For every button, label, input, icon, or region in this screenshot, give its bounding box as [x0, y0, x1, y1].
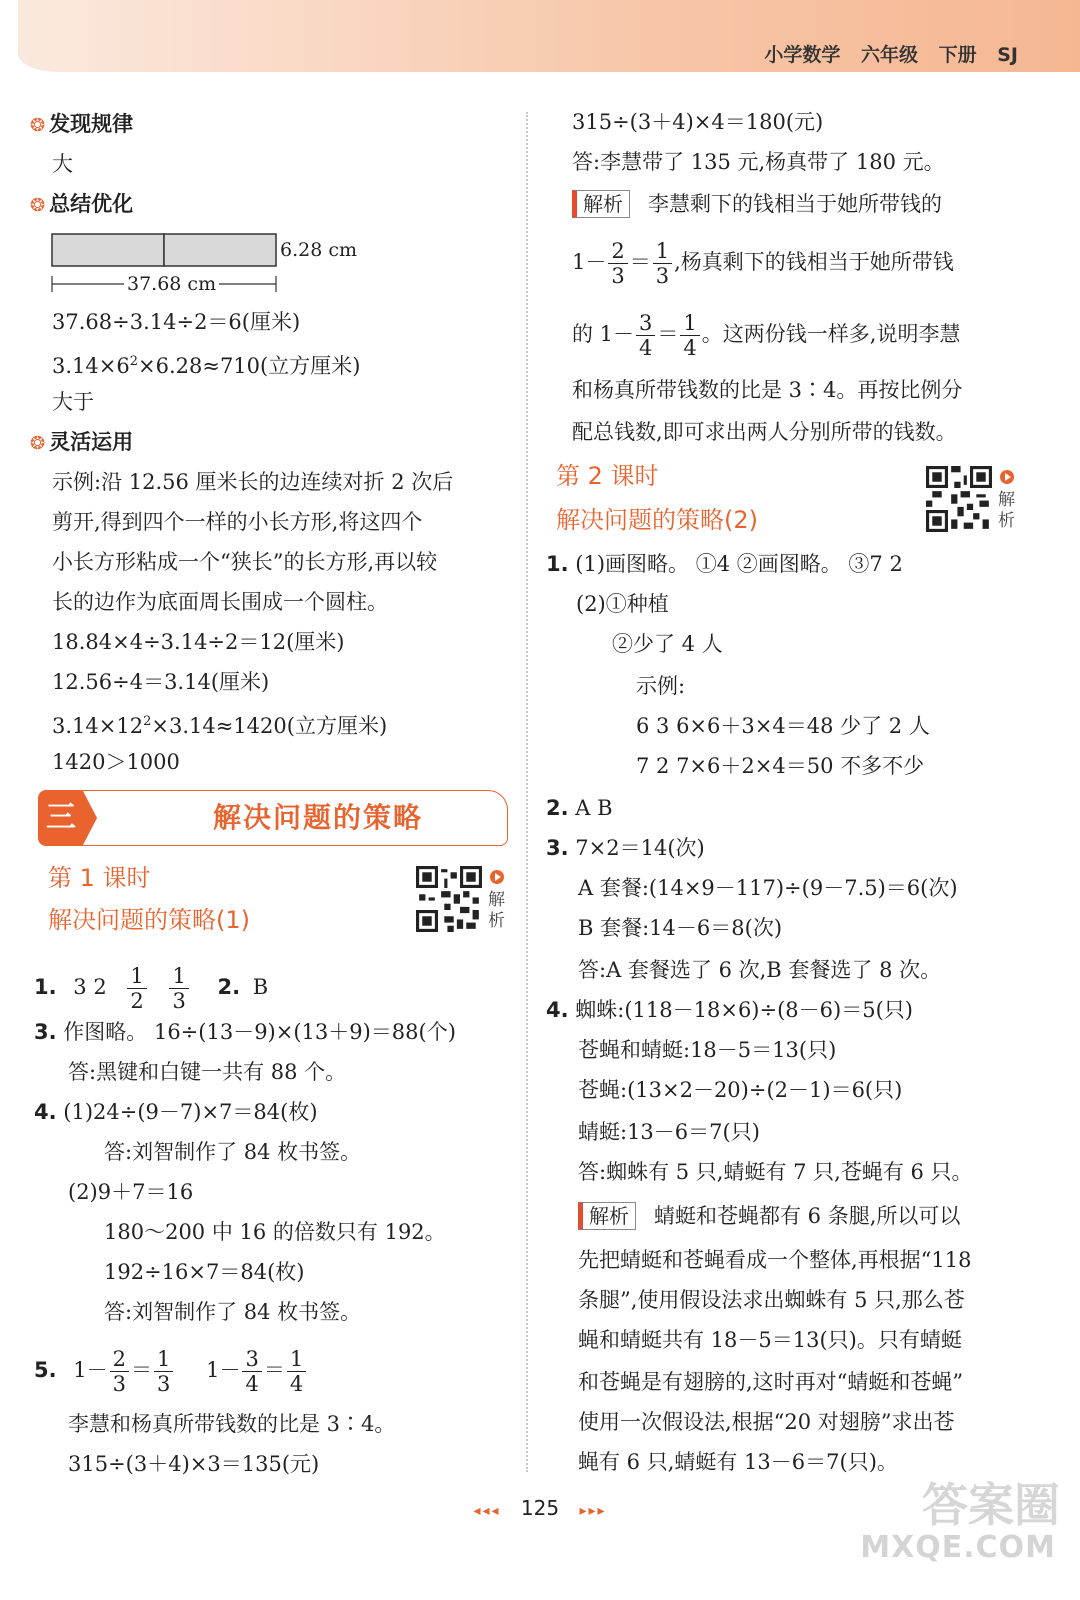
bar-bottom-label: 37.68 cm [124, 270, 219, 298]
explanation-text: ,杨真剩下的钱相当于她所带钱 [674, 250, 954, 274]
denominator: 4 [639, 336, 653, 360]
lesson-title: 第 1 课时 [48, 864, 151, 892]
question-5: 5. 1－ $\frac{2}{3}$ ＝ $\frac{1}{3}$ 1－ $\frac{3}{4}$ ＝ $\frac{1}{4}$ [34, 1342, 308, 1398]
page-footer [0, 1496, 1080, 1520]
answer-text: 作图略。 16÷(13－9)×(13＋9)＝88(个) [63, 1020, 456, 1044]
fraction [169, 964, 188, 1013]
paragraph-line: 长的边作为底面周长围成一个圆柱。 [52, 590, 388, 614]
section-banner [38, 790, 508, 846]
denominator: 3 [655, 264, 670, 288]
explanation-line: 和杨真所带钱数的比是 3∶4。再按比例分 [572, 378, 963, 402]
math-text: 1－ [73, 1358, 108, 1382]
answer-text: 蜘蛛:(118－18×6)÷(8－6)＝5(只) [575, 998, 913, 1022]
explanation-line: 先把蜻蜓和苍蝇看成一个整体,再根据“118 [578, 1248, 972, 1272]
numerator: 1 [680, 311, 699, 336]
denominator: 4 [683, 336, 697, 360]
answer-line: 大于 [52, 390, 94, 414]
denominator: 3 [112, 1372, 127, 1396]
heading-apply [30, 428, 133, 458]
qr-label: 解析 [488, 890, 505, 931]
paragraph-line: 剪开,得到四个一样的小长方形,将这四个 [52, 510, 423, 534]
math-text: 1－ [206, 1358, 241, 1382]
bullet-icon: ❂ [30, 195, 46, 216]
question-number: 4. [546, 998, 569, 1022]
answer-line: 180～200 中 16 的倍数只有 192。 [104, 1220, 446, 1244]
question-number: 2. [217, 975, 241, 999]
qr-label: 解析 [998, 490, 1015, 531]
lesson-title: 第 2 课时 [556, 462, 659, 490]
heading-text: 总结优化 [49, 192, 134, 216]
numerator: 3 [242, 1347, 261, 1372]
answer-text: 3 2 [73, 975, 107, 999]
answer-line: 大 [52, 152, 73, 176]
calc-part: 3.14×6 [52, 354, 130, 378]
answer-line: (2)①种植 [576, 592, 669, 616]
calc-line: 315÷(3＋4)×4＝180(元) [572, 110, 824, 134]
answer-line: 7 2 7×6＋2×4＝50 不多不少 [636, 754, 925, 778]
answer-line: 答:李慧带了 135 元,杨真带了 180 元。 [572, 150, 945, 174]
answer-line: (2)9＋7＝16 [68, 1180, 194, 1204]
question-number: 3. [546, 836, 569, 860]
explanation-line [578, 1202, 960, 1230]
rect-left [52, 234, 164, 266]
watermark-logo: 答案圈 [922, 1478, 1060, 1532]
explanation-line: 蝇有 6 只,蜻蜓有 13－6＝7(只)。 [578, 1450, 898, 1474]
fraction [287, 1347, 306, 1396]
answer-text: A B [575, 796, 613, 820]
numerator: 1 [127, 964, 146, 989]
answer-line: B 套餐:14－6＝8(次) [578, 916, 783, 940]
explanation-line: 蝇和蜻蜓共有 18－5＝13(只)。只有蜻蜓 [578, 1328, 962, 1352]
fraction [653, 239, 672, 288]
answer-line: 苍蝇:(13×2－20)÷(2－1)＝6(只) [578, 1078, 903, 1102]
denominator: 3 [157, 1372, 171, 1396]
calc-line: $3.14\times 6^2\times 6.28\approx 710$(立方厘米) [52, 354, 361, 378]
explanation-line: 的 1－ $\frac{3}{4}$ ＝ $\frac{1}{4}$ 。这两份钱一样多,说明李慧 [572, 311, 961, 360]
play-icon[interactable] [1000, 470, 1014, 484]
heading-text: 灵活运用 [49, 430, 134, 454]
numerator: 1 [169, 964, 188, 989]
question-number: 5. [34, 1358, 57, 1382]
fraction [242, 1347, 261, 1396]
explanation-line: 使用一次假设法,根据“20 对翅膀”求出苍 [578, 1410, 955, 1434]
explanation-text: 蜻蜓和苍蝇都有 6 条腿,所以可以 [654, 1204, 961, 1228]
answer-line: 答:蜘蛛有 5 只,蜻蜓有 7 只,苍蝇有 6 只。 [578, 1160, 973, 1184]
paragraph-line: 小长方形粘成一个“狭长”的长方形,再以较 [52, 550, 438, 574]
question-number: 2. [546, 796, 569, 820]
answer-line: 答:刘智制作了 84 枚书签。 [104, 1140, 362, 1164]
numerator: 2 [110, 1347, 129, 1372]
play-icon[interactable] [490, 870, 504, 884]
calc-part: ×3.14≈1420(立方厘米) [151, 714, 388, 738]
page-number: 125 [520, 1496, 560, 1520]
denominator: 3 [172, 989, 186, 1013]
qr-code-icon[interactable] [416, 866, 482, 932]
answer-line: 李慧和杨真所带钱数的比是 3∶4。 [68, 1412, 396, 1436]
next-arrows-icon: ▸▸▸ [579, 1503, 607, 1519]
bar-side-label: 6.28 cm [280, 239, 358, 261]
explanation-text: 李慧剩下的钱相当于她所带钱的 [648, 192, 942, 216]
section-number: 三 [39, 791, 83, 845]
explanation-line: 条腿”,使用假设法求出蜘蛛有 5 只,那么苍 [578, 1288, 965, 1312]
denominator: 3 [611, 264, 625, 288]
paragraph-line: 示例:沿 12.56 厘米长的边连续对折 2 次后 [52, 470, 454, 494]
lesson-subtitle: 解决问题的策略(2) [556, 506, 758, 534]
qr-code-icon[interactable] [926, 466, 992, 532]
question-1 [546, 550, 903, 578]
denominator: 4 [289, 1372, 304, 1396]
section-title: 解决问题的策略 [212, 801, 423, 834]
heading-text: 发现规律 [49, 112, 134, 136]
lesson-subtitle: 解决问题的策略(1) [48, 906, 250, 934]
numerator: 2 [608, 239, 627, 264]
question-number: 3. [34, 1020, 57, 1044]
explanation-line: 和苍蝇是有翅膀的,这时再对“蜻蜓和苍蝇” [578, 1370, 964, 1394]
answer-line: 192÷16×7＝84(枚) [104, 1260, 305, 1284]
analysis-tag: 解析 [572, 190, 630, 218]
heading-discover-pattern [30, 110, 133, 140]
answer-line: 6 3 6×6＋3×4＝48 少了 2 人 [636, 714, 930, 738]
question-3 [34, 1018, 456, 1046]
numerator: 3 [636, 311, 655, 336]
answer-text: B [252, 975, 269, 999]
explanation-text: 。这两份钱一样多,说明李慧 [701, 322, 961, 346]
bullet-icon: ❂ [30, 433, 46, 454]
numerator: 1 [287, 1347, 306, 1372]
answer-line: 蜻蜓:13－6＝7(只) [578, 1120, 760, 1144]
numerator: 1 [154, 1347, 173, 1372]
calc-part: 3.14×12 [52, 714, 144, 738]
watermark-url: MXQE.COM [860, 1530, 1056, 1565]
calc-line: $3.14\times 12^2\times 3.14\approx 1420$(立方厘米) [52, 714, 388, 738]
header-title: 小学数学 六年级 下册 SJ [764, 44, 1018, 66]
explanation-line [572, 190, 942, 218]
answer-text: (1)画图略。 ①4 ②画图略。 ③7 2 [575, 552, 903, 576]
question-4 [34, 1098, 318, 1126]
prev-arrows-icon: ◂◂◂ [473, 1503, 501, 1519]
explanation-line: 1－ $\frac{2}{3}$ ＝ $\frac{1}{3}$ ,杨真剩下的钱相当于她所带钱 [572, 239, 954, 288]
fraction [127, 964, 146, 1013]
bullet-icon: ❂ [30, 115, 46, 136]
answer-line: 答:黑键和白键一共有 88 个。 [68, 1060, 347, 1084]
question-number: 1. [34, 975, 57, 999]
fraction [154, 1347, 173, 1396]
math-text: 的 1－ [572, 322, 635, 346]
question-2 [546, 794, 613, 822]
fraction [110, 1347, 129, 1396]
math-text: 1－ [572, 250, 607, 274]
analysis-tag: 解析 [578, 1202, 636, 1230]
explanation-line: 配总钱数,即可求出两人分别所带的钱数。 [572, 420, 957, 444]
question-number: 4. [34, 1100, 57, 1124]
answer-line: 苍蝇和蜻蜓:18－5＝13(只) [578, 1038, 837, 1062]
answer-line: ②少了 4 人 [612, 632, 723, 656]
question-4 [546, 996, 913, 1024]
question-1 [34, 964, 268, 1013]
column-divider [526, 112, 528, 1472]
answer-line: A 套餐:(14×9－117)÷(9－7.5)＝6(次) [578, 876, 958, 900]
calc-line: 18.84×4÷3.14÷2＝12(厘米) [52, 630, 345, 654]
answer-text: (1)24÷(9－7)×7＝84(枚) [63, 1100, 318, 1124]
calc-line: 12.56÷4＝3.14(厘米) [52, 670, 270, 694]
calc-line: 37.68÷3.14÷2＝6(厘米) [52, 310, 301, 334]
answer-line: 答:A 套餐选了 6 次,B 套餐选了 8 次。 [578, 958, 942, 982]
answer-line: 示例: [636, 674, 686, 698]
heading-summary [30, 190, 133, 220]
question-3 [546, 834, 705, 862]
answer-text: 7×2＝14(次) [575, 836, 705, 860]
fraction [636, 311, 655, 360]
denominator: 2 [130, 989, 144, 1013]
calc-part: ×6.28≈710(立方厘米) [138, 354, 361, 378]
answer-line: 答:刘智制作了 84 枚书签。 [104, 1300, 362, 1324]
fraction [608, 239, 627, 288]
answer-line: 315÷(3＋4)×3＝135(元) [68, 1452, 320, 1476]
question-number: 1. [546, 552, 569, 576]
denominator: 4 [245, 1372, 259, 1396]
fraction [680, 311, 699, 360]
numerator: 1 [653, 239, 672, 264]
calc-line: 1420＞1000 [52, 750, 180, 774]
rect-right [164, 234, 276, 266]
